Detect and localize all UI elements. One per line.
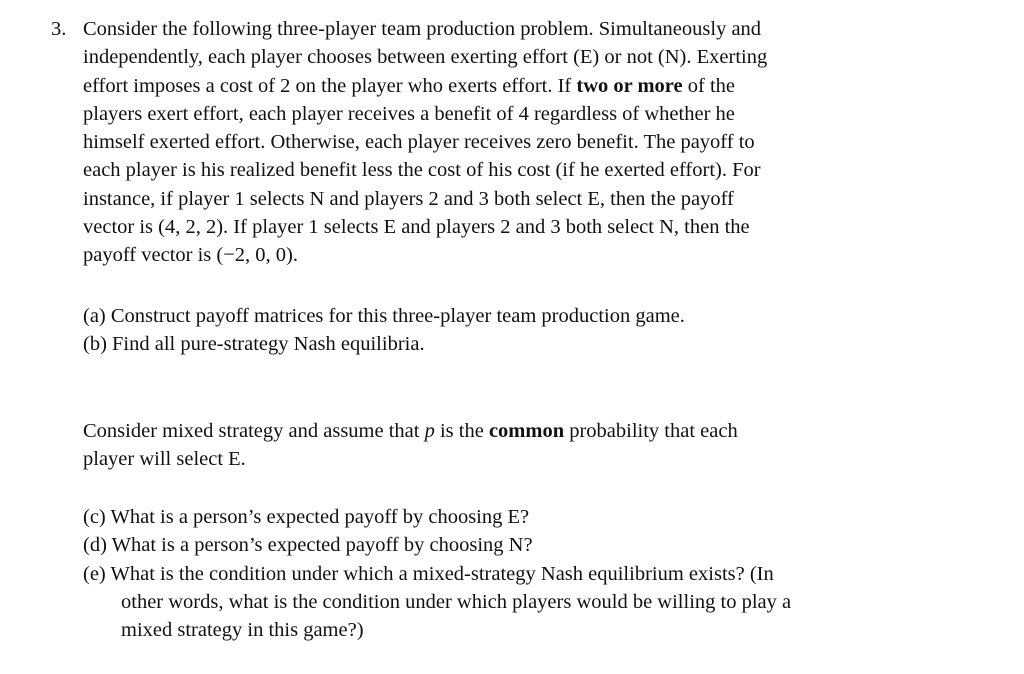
- emphasis-common: common: [488, 420, 565, 442]
- intro-line-3-text: effort imposes a cost of 2 on the player who exerts effort. If: [83, 74, 572, 97]
- mixed-intro-after: probability that each: [569, 420, 738, 442]
- intro-line-1: Consider the following three-player team production problem. Simultaneously and: [83, 18, 762, 40]
- question-intro: [83, 15, 983, 270]
- part-e-line-3: mixed strategy in this game?): [121, 619, 364, 642]
- intro-line-2: independently, each player chooses between exerting effort (E) or not (N). Exerting: [83, 46, 768, 69]
- part-d: (d) What is a person’s expected payoff by choosing N?: [83, 534, 533, 557]
- part-e-line-1: (e) What is the condition under which a mixed-strategy Nash equilibrium exists? (In: [83, 562, 774, 585]
- variable-p: p: [424, 420, 435, 442]
- part-a: (a) Construct payoff matrices for this three-player team production game.: [83, 305, 685, 327]
- emphasis-two-or-more: two or more: [576, 74, 683, 97]
- part-e-line-2: other words, what is the condition under which players would be willing to play a: [121, 590, 792, 613]
- mixed-strategy-intro: [83, 417, 983, 474]
- part-c: (c) What is a person’s expected payoff by choosing E?: [83, 506, 530, 528]
- intro-line-3: [83, 72, 983, 100]
- intro-line-9: payoff vector is (−2, 0, 0).: [83, 244, 298, 267]
- mixed-intro-line-2: player will select E.: [83, 448, 246, 471]
- mixed-intro-before-p: Consider mixed strategy and assume that: [83, 420, 420, 442]
- mixed-intro-line-1: [83, 417, 983, 445]
- mixed-intro-middle: is the: [439, 420, 484, 442]
- intro-line-6: each player is his realized benefit less the cost of his cost (if he exerted effort). For: [83, 159, 761, 182]
- intro-line-5: himself exerted effort. Otherwise, each player receives zero benefit. The payoff to: [83, 131, 755, 154]
- parts-c-d-e: [83, 503, 983, 644]
- intro-line-8: vector is (4, 2, 2). If player 1 selects E and players 2 and 3 both select N, then the: [83, 216, 750, 239]
- part-b: (b) Find all pure-strategy Nash equilibria.: [83, 333, 425, 356]
- parts-a-b: [83, 302, 983, 359]
- question-number: 3.: [51, 18, 67, 40]
- intro-line-4: players exert effort, each player receives a benefit of 4 regardless of whether he: [83, 102, 735, 125]
- intro-line-3-tail: of the: [687, 74, 736, 97]
- intro-line-7: instance, if player 1 selects N and players 2 and 3 both select E, then the payoff: [83, 187, 734, 210]
